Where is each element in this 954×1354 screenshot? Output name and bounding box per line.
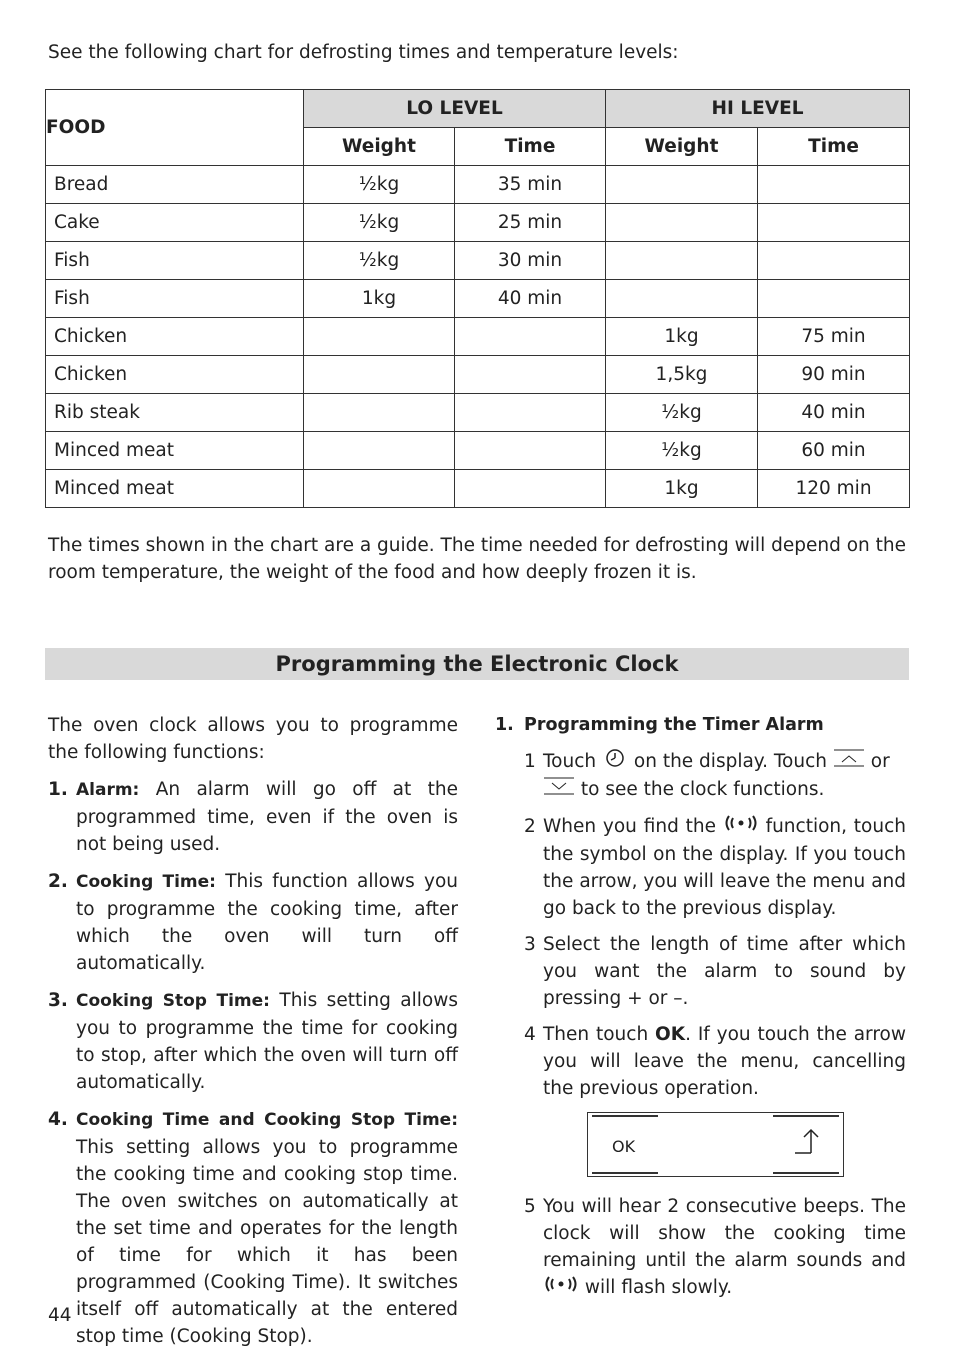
alarm-icon [543, 1274, 579, 1302]
hi-weight-cell [606, 280, 758, 318]
lo-time-header: Time [455, 128, 606, 166]
step-number: 1 [524, 751, 536, 772]
function-item-time-and-stop [48, 1106, 458, 1350]
lo-weight-cell: ½kg [304, 242, 455, 280]
lo-weight-cell [304, 318, 455, 356]
lo-level-header: LO LEVEL [304, 90, 606, 128]
table-row [46, 166, 910, 204]
left-column [48, 712, 458, 1350]
food-cell: Chicken [46, 318, 304, 356]
food-cell: Bread [46, 166, 304, 204]
food-cell: Rib steak [46, 394, 304, 432]
heading-text: Programming the Timer Alarm [524, 715, 824, 735]
hi-weight-cell [606, 242, 758, 280]
lo-time-cell [455, 318, 606, 356]
lo-weight-cell: ½kg [304, 166, 455, 204]
hi-time-cell [758, 204, 910, 242]
food-cell: Fish [46, 242, 304, 280]
food-cell: Cake [46, 204, 304, 242]
hi-time-cell [758, 280, 910, 318]
defrost-note: The times shown in the chart are a guide. The time needed for defrosting will depend on the room temperature, the weight of the food and how deeply frozen it is. [48, 535, 906, 583]
lo-weight-cell [304, 470, 455, 508]
lo-weight-cell [304, 356, 455, 394]
step-3 [495, 931, 906, 1012]
lo-time-cell [455, 470, 606, 508]
table-row [46, 356, 910, 394]
lo-time-cell: 35 min [455, 166, 606, 204]
item-text: An alarm will go off at the programmed time, even if the oven is not being used. [76, 779, 458, 855]
lo-time-cell: 30 min [455, 242, 606, 280]
item-title: Alarm: [76, 780, 140, 800]
lo-weight-cell [304, 394, 455, 432]
step-text: will flash slowly. [584, 1277, 733, 1298]
item-number: 2. [48, 871, 68, 892]
item-title: Cooking Stop Time: [76, 991, 270, 1011]
clock-intro: The oven clock allows you to programme the following functions: [48, 715, 458, 763]
item-number: 1. [48, 779, 68, 800]
step-text: Select the length of time after which you want the alarm to sound by pressing + or –. [543, 934, 906, 1009]
table-row [46, 242, 910, 280]
food-cell: Minced meat [46, 432, 304, 470]
hi-time-cell [758, 242, 910, 280]
function-item-stop-time [48, 987, 458, 1096]
intro-text: See the following chart for defrosting times and temperature levels: [48, 42, 679, 63]
table-row [46, 318, 910, 356]
step-5 [495, 1193, 906, 1302]
ok-button[interactable]: OK [612, 1137, 636, 1156]
step-1 [495, 748, 906, 804]
hi-time-cell: 90 min [758, 356, 910, 394]
table-row [46, 394, 910, 432]
function-item-cooking-time [48, 868, 458, 977]
lo-time-cell: 25 min [455, 204, 606, 242]
lo-weight-header: Weight [304, 128, 455, 166]
table-row [46, 280, 910, 318]
right-column [495, 712, 906, 1302]
lo-time-cell [455, 356, 606, 394]
display-panel [587, 1112, 844, 1177]
timer-alarm-heading [495, 712, 906, 739]
step-number: 5 [524, 1196, 536, 1217]
section-title: Programming the Electronic Clock [45, 648, 909, 680]
lo-time-cell [455, 394, 606, 432]
defrost-table [45, 89, 910, 508]
page-number: 44 [48, 1305, 72, 1326]
item-text: This function allows you to programme the cooking time, after which the oven will turn off automatically. [76, 871, 458, 974]
item-title: Cooking Time: [76, 872, 216, 892]
hi-weight-cell: ½kg [606, 432, 758, 470]
step-text: You will hear 2 consecutive beeps. The clock will show the cooking time remaining until the alarm sounds and [543, 1196, 906, 1271]
clock-icon [602, 748, 628, 776]
lo-time-cell: 40 min [455, 280, 606, 318]
step-text: Then touch [543, 1024, 649, 1045]
up-arrow-icon [833, 748, 865, 776]
item-title: Cooking Time and Cooking Stop Time: [76, 1110, 458, 1130]
step-4 [495, 1021, 906, 1102]
step-text: on the display. Touch [633, 751, 827, 772]
item-number: 3. [48, 990, 68, 1011]
step-number: 3 [524, 934, 536, 955]
hi-weight-cell [606, 204, 758, 242]
table-row [46, 204, 910, 242]
hi-time-cell: 40 min [758, 394, 910, 432]
item-number: 4. [48, 1109, 68, 1130]
lo-weight-cell [304, 432, 455, 470]
back-arrow-icon[interactable] [793, 1127, 825, 1165]
food-cell: Fish [46, 280, 304, 318]
hi-weight-cell [606, 166, 758, 204]
hi-time-cell: 60 min [758, 432, 910, 470]
function-item-alarm [48, 776, 458, 858]
step-number: 2 [524, 816, 536, 837]
alarm-icon [723, 813, 759, 841]
hi-weight-cell: ½kg [606, 394, 758, 432]
hi-weight-cell: 1kg [606, 318, 758, 356]
food-cell: Minced meat [46, 470, 304, 508]
item-text: This setting allows you to programme the time for cooking to stop, after which the oven will turn off automatically. [76, 990, 458, 1093]
heading-number: 1. [495, 715, 514, 735]
step-text: to see the clock functions. [580, 779, 825, 800]
hi-time-cell: 75 min [758, 318, 910, 356]
food-header: FOOD [46, 90, 304, 166]
hi-time-header: Time [758, 128, 910, 166]
ok-label: OK [655, 1024, 686, 1045]
item-text: This setting allows you to programme the cooking time and cooking stop time. The oven switches on automatically at the set time and operates for the length of time for which it has been programmed (Cooking Time). It switches itself off automatically at the entered stop time (Cooking Stop). [76, 1137, 458, 1347]
hi-weight-cell: 1,5kg [606, 356, 758, 394]
lo-weight-cell: ½kg [304, 204, 455, 242]
step-text: or [870, 751, 890, 772]
table-row [46, 432, 910, 470]
step-2 [495, 813, 906, 922]
step-number: 4 [524, 1024, 536, 1045]
hi-time-cell [758, 166, 910, 204]
step-text: When you find the [543, 816, 716, 837]
hi-weight-header: Weight [606, 128, 758, 166]
step-text: function, touch the symbol on the display. If you touch the arrow, you will leave the menu and go back to the previous display. [543, 816, 906, 919]
hi-time-cell: 120 min [758, 470, 910, 508]
food-cell: Chicken [46, 356, 304, 394]
table-row [46, 470, 910, 508]
hi-level-header: HI LEVEL [606, 90, 910, 128]
hi-weight-cell: 1kg [606, 470, 758, 508]
lo-time-cell [455, 432, 606, 470]
step-text: . If you touch the arrow you will leave the menu, cancelling the previous operation. [543, 1024, 906, 1099]
step-text: Touch [543, 751, 597, 772]
down-arrow-icon [543, 776, 575, 804]
lo-weight-cell: 1kg [304, 280, 455, 318]
